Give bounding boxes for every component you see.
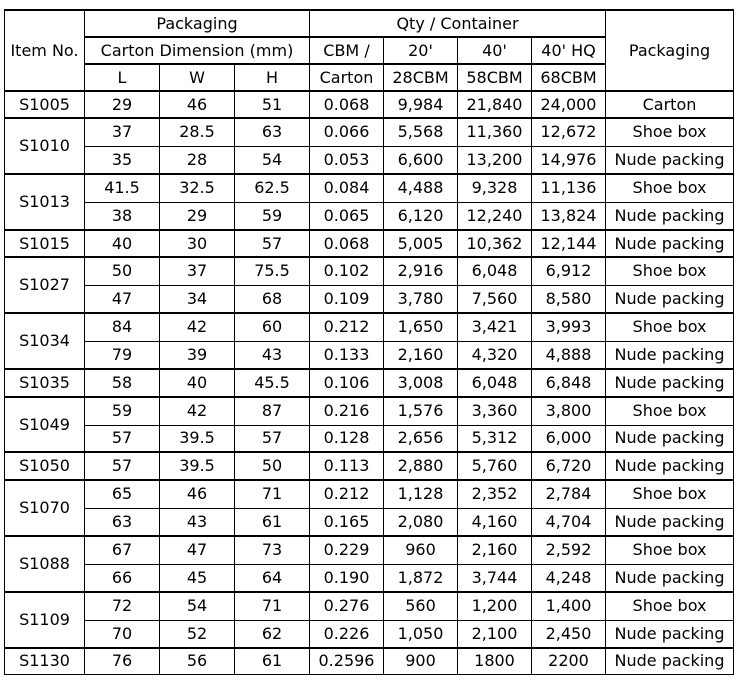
packaging-spec-table: [4, 9, 734, 675]
height-cell: 75.5: [235, 257, 310, 285]
length-cell: 29: [85, 91, 160, 118]
table-row: [5, 508, 734, 536]
qty-40hq-cell: 12,672: [532, 118, 606, 146]
length-cell: 67: [85, 536, 160, 564]
packaging-cell: Nude packing: [606, 146, 734, 174]
qty-20-cell: 2,916: [384, 257, 458, 285]
qty-40hq-cell: 1,400: [532, 592, 606, 620]
height-cell: 73: [235, 536, 310, 564]
cbm-cell: 0.084: [310, 174, 384, 202]
packaging-cell: Nude packing: [606, 564, 734, 592]
cbm-cell: 0.109: [310, 285, 384, 313]
packaging-cell: Nude packing: [606, 230, 734, 257]
width-cell: 32.5: [160, 174, 235, 202]
qty-20-cell: 3,780: [384, 285, 458, 313]
length-cell: 40: [85, 230, 160, 257]
qty-40hq-cell: 24,000: [532, 91, 606, 118]
qty-40hq-cell: 2200: [532, 648, 606, 674]
qty-container-header: Qty / Container: [310, 10, 606, 37]
width-cell: 39: [160, 341, 235, 369]
height-cell: 62.5: [235, 174, 310, 202]
height-cell: 87: [235, 397, 310, 425]
qty-20-cell: 5,568: [384, 118, 458, 146]
width-cell: 30: [160, 230, 235, 257]
table-row: [5, 230, 734, 257]
item-no-cell: S1013: [5, 174, 85, 230]
length-cell: 37: [85, 118, 160, 146]
length-header: L: [85, 64, 160, 91]
cbm-cell: 0.229: [310, 536, 384, 564]
cbm-cell: 0.216: [310, 397, 384, 425]
item-no-cell: S1015: [5, 230, 85, 257]
item-no-cell: S1035: [5, 369, 85, 397]
qty-40-cell: 21,840: [458, 91, 532, 118]
qty-20-cell: 1,128: [384, 480, 458, 508]
length-cell: 65: [85, 480, 160, 508]
table-row: [5, 202, 734, 230]
length-cell: 50: [85, 257, 160, 285]
packaging-cell: Shoe box: [606, 118, 734, 146]
qty-20-cell: 1,872: [384, 564, 458, 592]
width-cell: 52: [160, 620, 235, 648]
cbm-cell: 0.212: [310, 480, 384, 508]
table-row: [5, 285, 734, 313]
cbm-cell: 0.212: [310, 313, 384, 341]
table-row: [5, 397, 734, 425]
container-20-cbm-header: 28CBM: [384, 64, 458, 91]
height-cell: 61: [235, 648, 310, 674]
qty-40-cell: 3,360: [458, 397, 532, 425]
qty-40-cell: 6,048: [458, 257, 532, 285]
qty-40hq-cell: 4,704: [532, 508, 606, 536]
width-cell: 28.5: [160, 118, 235, 146]
width-cell: 39.5: [160, 452, 235, 480]
width-header: W: [160, 64, 235, 91]
container-40-cbm-header: 58CBM: [458, 64, 532, 91]
qty-40hq-cell: 6,720: [532, 452, 606, 480]
qty-20-cell: 6,120: [384, 202, 458, 230]
cbm-cell: 0.276: [310, 592, 384, 620]
qty-40hq-cell: 6,848: [532, 369, 606, 397]
qty-40hq-cell: 14,976: [532, 146, 606, 174]
width-cell: 40: [160, 369, 235, 397]
cbm-cell: 0.165: [310, 508, 384, 536]
item-no-cell: S1027: [5, 257, 85, 313]
item-no-cell: S1050: [5, 452, 85, 480]
length-cell: 47: [85, 285, 160, 313]
packaging-cell: Nude packing: [606, 425, 734, 452]
container-40-header: 40': [458, 37, 532, 64]
width-cell: 29: [160, 202, 235, 230]
height-cell: 71: [235, 592, 310, 620]
qty-40hq-cell: 3,993: [532, 313, 606, 341]
item-no-cell: S1088: [5, 536, 85, 592]
height-cell: 61: [235, 508, 310, 536]
table-header: [5, 10, 734, 91]
qty-40hq-cell: 6,000: [532, 425, 606, 452]
table-row: [5, 341, 734, 369]
qty-40-cell: 9,328: [458, 174, 532, 202]
item-no-header: Item No.: [5, 10, 85, 91]
length-cell: 41.5: [85, 174, 160, 202]
length-cell: 57: [85, 425, 160, 452]
width-cell: 56: [160, 648, 235, 674]
qty-40-cell: 3,744: [458, 564, 532, 592]
qty-20-cell: 9,984: [384, 91, 458, 118]
qty-20-cell: 6,600: [384, 146, 458, 174]
item-no-cell: S1010: [5, 118, 85, 174]
table-row: [5, 425, 734, 452]
packaging-cell: Nude packing: [606, 620, 734, 648]
height-cell: 54: [235, 146, 310, 174]
length-cell: 84: [85, 313, 160, 341]
qty-20-cell: 4,488: [384, 174, 458, 202]
container-40hq-header: 40' HQ: [532, 37, 606, 64]
length-cell: 70: [85, 620, 160, 648]
width-cell: 37: [160, 257, 235, 285]
height-cell: 71: [235, 480, 310, 508]
qty-40hq-cell: 4,248: [532, 564, 606, 592]
qty-20-cell: 1,050: [384, 620, 458, 648]
width-cell: 42: [160, 397, 235, 425]
packaging-cell: Nude packing: [606, 285, 734, 313]
cbm-cell: 0.190: [310, 564, 384, 592]
container-40hq-cbm-header: 68CBM: [532, 64, 606, 91]
cbm-cell: 0.053: [310, 146, 384, 174]
packaging-cell: Shoe box: [606, 313, 734, 341]
height-cell: 68: [235, 285, 310, 313]
packaging-cell: Nude packing: [606, 648, 734, 674]
cbm-header: CBM /: [310, 37, 384, 64]
cbm-cell: 0.2596: [310, 648, 384, 674]
table-body: [5, 91, 734, 674]
length-cell: 59: [85, 397, 160, 425]
packaging-cell: Shoe box: [606, 397, 734, 425]
table-row: [5, 257, 734, 285]
qty-40-cell: 10,362: [458, 230, 532, 257]
length-cell: 66: [85, 564, 160, 592]
table-row: [5, 620, 734, 648]
cbm-cell: 0.226: [310, 620, 384, 648]
table-row: [5, 146, 734, 174]
length-cell: 79: [85, 341, 160, 369]
length-cell: 63: [85, 508, 160, 536]
width-cell: 45: [160, 564, 235, 592]
height-cell: 50: [235, 452, 310, 480]
width-cell: 39.5: [160, 425, 235, 452]
qty-40hq-cell: 2,784: [532, 480, 606, 508]
qty-20-cell: 1,650: [384, 313, 458, 341]
packaging-cell: Shoe box: [606, 480, 734, 508]
cbm-unit-header: Carton: [310, 64, 384, 91]
qty-40-cell: 1,200: [458, 592, 532, 620]
qty-40-cell: 13,200: [458, 146, 532, 174]
qty-40hq-cell: 8,580: [532, 285, 606, 313]
qty-40hq-cell: 2,592: [532, 536, 606, 564]
qty-40-cell: 12,240: [458, 202, 532, 230]
length-cell: 76: [85, 648, 160, 674]
qty-40-cell: 6,048: [458, 369, 532, 397]
qty-20-cell: 560: [384, 592, 458, 620]
table-row: [5, 536, 734, 564]
width-cell: 54: [160, 592, 235, 620]
packaging-cell: Nude packing: [606, 452, 734, 480]
qty-40hq-cell: 6,912: [532, 257, 606, 285]
width-cell: 28: [160, 146, 235, 174]
item-no-cell: S1130: [5, 648, 85, 674]
item-no-cell: S1070: [5, 480, 85, 536]
table-row: [5, 452, 734, 480]
qty-40-cell: 2,100: [458, 620, 532, 648]
qty-20-cell: 2,160: [384, 341, 458, 369]
qty-20-cell: 5,005: [384, 230, 458, 257]
qty-40-cell: 11,360: [458, 118, 532, 146]
qty-20-cell: 2,080: [384, 508, 458, 536]
packaging-cell: Shoe box: [606, 536, 734, 564]
qty-40hq-cell: 2,450: [532, 620, 606, 648]
width-cell: 43: [160, 508, 235, 536]
cbm-cell: 0.133: [310, 341, 384, 369]
cbm-cell: 0.068: [310, 91, 384, 118]
qty-40hq-cell: 13,824: [532, 202, 606, 230]
length-cell: 72: [85, 592, 160, 620]
packaging-cell: Nude packing: [606, 369, 734, 397]
height-cell: 51: [235, 91, 310, 118]
width-cell: 46: [160, 480, 235, 508]
qty-40hq-cell: 12,144: [532, 230, 606, 257]
cbm-cell: 0.068: [310, 230, 384, 257]
qty-20-cell: 3,008: [384, 369, 458, 397]
table-row: [5, 313, 734, 341]
qty-40hq-cell: 3,800: [532, 397, 606, 425]
qty-40-cell: 2,352: [458, 480, 532, 508]
width-cell: 47: [160, 536, 235, 564]
qty-40hq-cell: 4,888: [532, 341, 606, 369]
width-cell: 42: [160, 313, 235, 341]
length-cell: 57: [85, 452, 160, 480]
cbm-cell: 0.065: [310, 202, 384, 230]
height-cell: 63: [235, 118, 310, 146]
length-cell: 58: [85, 369, 160, 397]
item-no-cell: S1049: [5, 397, 85, 452]
height-cell: 57: [235, 230, 310, 257]
qty-40-cell: 2,160: [458, 536, 532, 564]
packaging-cell: Shoe box: [606, 174, 734, 202]
cbm-cell: 0.128: [310, 425, 384, 452]
qty-40-cell: 7,560: [458, 285, 532, 313]
item-no-cell: S1034: [5, 313, 85, 369]
height-cell: 60: [235, 313, 310, 341]
qty-40hq-cell: 11,136: [532, 174, 606, 202]
table-row: [5, 480, 734, 508]
cbm-cell: 0.102: [310, 257, 384, 285]
cbm-cell: 0.113: [310, 452, 384, 480]
qty-20-cell: 2,880: [384, 452, 458, 480]
table-row: [5, 118, 734, 146]
length-cell: 35: [85, 146, 160, 174]
qty-40-cell: 5,312: [458, 425, 532, 452]
cbm-cell: 0.106: [310, 369, 384, 397]
qty-40-cell: 5,760: [458, 452, 532, 480]
table-row: [5, 369, 734, 397]
length-cell: 38: [85, 202, 160, 230]
height-cell: 43: [235, 341, 310, 369]
qty-40-cell: 4,320: [458, 341, 532, 369]
height-cell: 62: [235, 620, 310, 648]
cbm-cell: 0.066: [310, 118, 384, 146]
qty-20-cell: 2,656: [384, 425, 458, 452]
item-no-cell: S1005: [5, 91, 85, 118]
header-row-1: [5, 10, 734, 37]
table-row: [5, 91, 734, 118]
qty-20-cell: 900: [384, 648, 458, 674]
packaging-cell: Nude packing: [606, 508, 734, 536]
packaging-cell: Shoe box: [606, 592, 734, 620]
packaging-group-header: Packaging: [85, 10, 310, 37]
height-cell: 45.5: [235, 369, 310, 397]
carton-dimension-header: Carton Dimension (mm): [85, 37, 310, 64]
qty-40-cell: 4,160: [458, 508, 532, 536]
width-cell: 34: [160, 285, 235, 313]
table-row: [5, 564, 734, 592]
table-row: [5, 648, 734, 674]
table-row: [5, 174, 734, 202]
qty-20-cell: 960: [384, 536, 458, 564]
item-no-cell: S1109: [5, 592, 85, 648]
qty-20-cell: 1,576: [384, 397, 458, 425]
width-cell: 46: [160, 91, 235, 118]
table-row: [5, 592, 734, 620]
height-cell: 59: [235, 202, 310, 230]
packaging-cell: Nude packing: [606, 341, 734, 369]
height-header: H: [235, 64, 310, 91]
height-cell: 64: [235, 564, 310, 592]
container-20-header: 20': [384, 37, 458, 64]
height-cell: 57: [235, 425, 310, 452]
qty-40-cell: 1800: [458, 648, 532, 674]
packaging-cell: Nude packing: [606, 202, 734, 230]
qty-40-cell: 3,421: [458, 313, 532, 341]
packaging-cell: Shoe box: [606, 257, 734, 285]
packaging-cell: Carton: [606, 91, 734, 118]
packaging-header: Packaging: [606, 10, 734, 91]
